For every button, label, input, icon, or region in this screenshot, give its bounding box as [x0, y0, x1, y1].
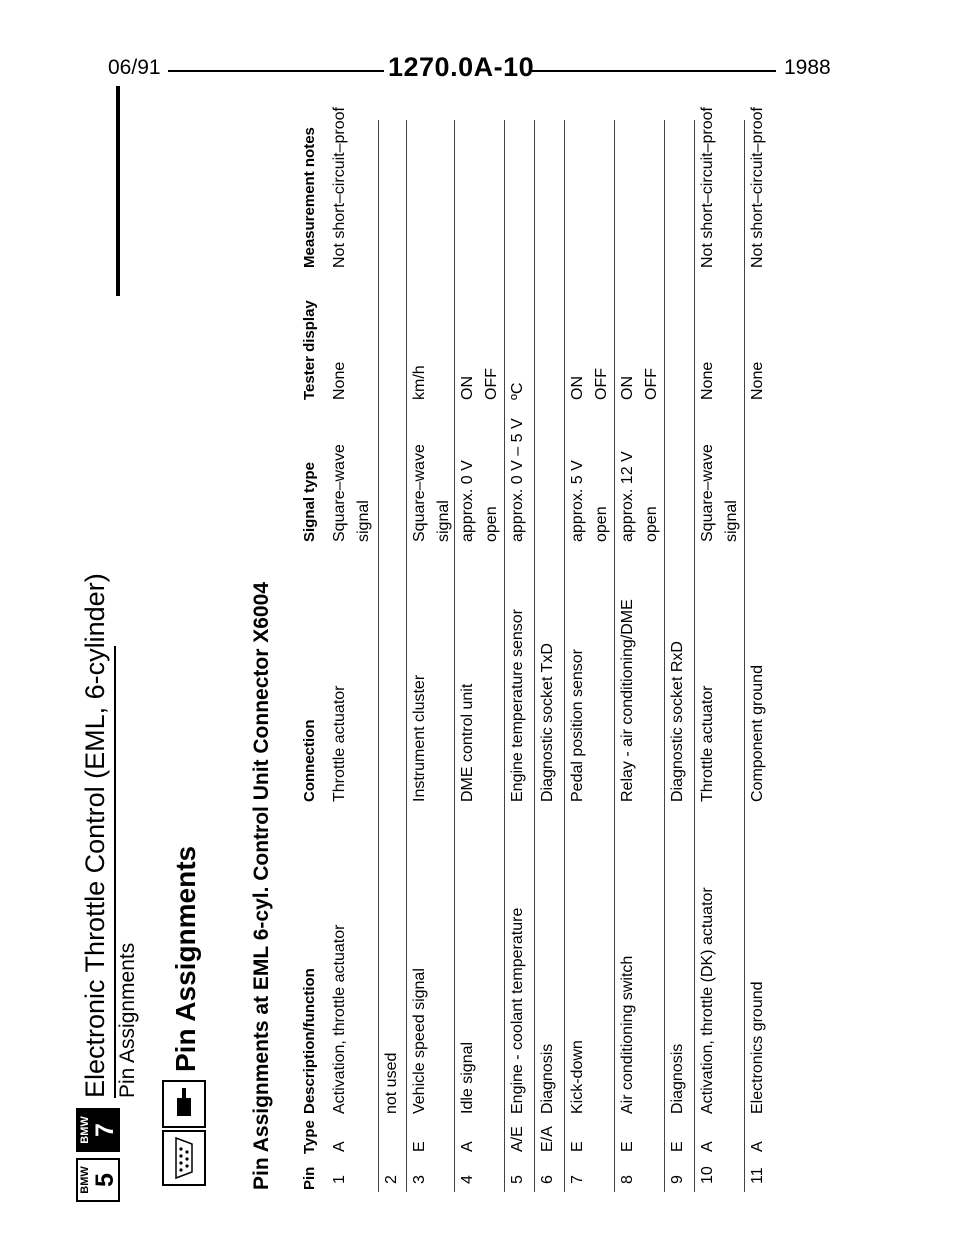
cell-connection: Pedal position sensor [569, 649, 586, 802]
cell-description: Diagnosis [539, 1043, 556, 1114]
cell-signal-type: signal [723, 500, 740, 542]
cell-description: not used [383, 1052, 400, 1114]
cell-signal-type: approx. 12 V [619, 451, 636, 542]
row-separator [664, 120, 665, 1192]
document-title: Electronic Throttle Control (EML, 6-cylinder) [80, 573, 110, 1098]
cell-connection: Engine temperature sensor [509, 609, 526, 802]
cell-signal-type: Square–wave [699, 444, 716, 542]
cell-connection: Diagnostic socket TxD [539, 643, 556, 802]
cell-description: Air conditioning switch [619, 955, 636, 1114]
table-title: Pin Assignments at EML 6-cyl. Control Unit Connector X6004 [250, 582, 273, 1190]
cell-connection: Throttle actuator [331, 685, 348, 802]
cell-connection: Throttle actuator [699, 685, 716, 802]
pin-icon [162, 1080, 206, 1128]
cell-tester-display: ºC [509, 382, 526, 400]
cell-type: A [459, 1141, 476, 1152]
col-header-tester-display: Tester display [301, 300, 318, 400]
header-rule-left [168, 70, 384, 72]
cell-pin: 11 [749, 1167, 766, 1184]
cell-connection: Component ground [749, 665, 766, 802]
cell-tester-display: ON [569, 376, 586, 400]
cell-signal-type: Square–wave [411, 444, 428, 542]
cell-connection: Relay - air conditioning/DME [619, 599, 636, 802]
cell-signal-type: signal [355, 500, 372, 542]
rotated-page-body [72, 107, 766, 1210]
badge-number: 5 [91, 1173, 119, 1187]
row-separator [504, 120, 505, 1192]
cell-tester-display: km/h [411, 365, 428, 400]
cell-tester-display: ON [459, 376, 476, 400]
cell-pin: 6 [539, 1175, 556, 1184]
badge-number: 7 [91, 1123, 119, 1137]
col-header-pin: Pin [301, 1166, 318, 1190]
cell-description: Idle signal [459, 1041, 476, 1114]
cell-signal-type: approx. 0 V [459, 460, 476, 542]
bmw-series-badge-5 [76, 1158, 120, 1202]
cell-signal-type: approx. 5 V [569, 460, 586, 542]
cell-type: E/A [539, 1126, 556, 1152]
header-rule-right [532, 70, 776, 72]
cell-type: E [569, 1141, 586, 1152]
cell-pin: 10 [699, 1166, 716, 1184]
col-header-type: Type [301, 1120, 318, 1154]
cell-type: E [669, 1141, 686, 1152]
cell-signal-type: signal [435, 500, 452, 542]
cell-pin: 2 [383, 1175, 400, 1184]
cell-tester-display: None [331, 361, 348, 400]
cell-signal-type: open [643, 506, 660, 542]
row-separator [744, 120, 745, 1192]
header-date: 06/91 [108, 56, 161, 79]
cell-description: Activation, throttle actuator [331, 924, 348, 1114]
col-header-signal-type: Signal type [301, 461, 318, 542]
header-year: 1988 [784, 56, 831, 79]
cell-pin: 5 [509, 1175, 526, 1184]
col-header-connection: Connection [301, 719, 318, 802]
cell-tester-display: OFF [593, 368, 610, 400]
cell-tester-display: OFF [483, 368, 500, 400]
cell-signal-type: open [593, 506, 610, 542]
cell-pin: 3 [411, 1175, 428, 1184]
cell-signal-type: open [483, 506, 500, 542]
cell-signal-type: approx. 0 V – 5 V [509, 418, 526, 542]
badge-brand: BMW [79, 1116, 91, 1144]
cell-tester-display: None [749, 361, 766, 400]
cell-connection: Instrument cluster [411, 674, 428, 802]
col-header-measurement-notes: Measurement notes [301, 127, 318, 268]
cell-type: E [619, 1141, 636, 1152]
cell-measurement-notes: Not short–circuit–proof [749, 107, 766, 268]
row-separator [454, 120, 455, 1192]
cell-pin: 8 [619, 1175, 636, 1184]
cell-description: Vehicle speed signal [411, 968, 428, 1114]
cell-type: A [749, 1141, 766, 1152]
row-separator [534, 120, 535, 1192]
cell-description: Engine - coolant temperature [509, 907, 526, 1114]
section-heading: Pin Assignments [170, 845, 201, 1072]
cell-description: Electronics ground [749, 981, 766, 1114]
cell-type: E [411, 1141, 428, 1152]
cell-connection: DME control unit [459, 683, 476, 802]
bmw-series-badge-7 [76, 1108, 120, 1152]
badge-brand: BMW [79, 1166, 91, 1194]
cell-description: Diagnosis [669, 1043, 686, 1114]
cell-tester-display: None [699, 361, 716, 400]
row-separator [378, 120, 379, 1192]
cell-connection: Diagnostic socket RxD [669, 641, 686, 802]
connector-icon [162, 1130, 206, 1186]
col-header-description: Description/function [301, 968, 318, 1114]
cell-measurement-notes: Not short–circuit–proof [331, 107, 348, 268]
row-separator [614, 120, 615, 1192]
cell-pin: 7 [569, 1175, 586, 1184]
cell-type: A [699, 1141, 716, 1152]
cell-description: Activation, throttle (DK) actuator [699, 887, 716, 1114]
cell-pin: 1 [331, 1175, 348, 1184]
cell-signal-type: Square–wave [331, 444, 348, 542]
row-separator [564, 120, 565, 1192]
cell-type: A/E [509, 1126, 526, 1152]
cell-tester-display: ON [619, 376, 636, 400]
row-separator [694, 120, 695, 1192]
row-separator [406, 120, 407, 1192]
cell-pin: 9 [669, 1175, 686, 1184]
cell-type: A [331, 1141, 348, 1152]
cell-measurement-notes: Not short–circuit–proof [699, 107, 716, 268]
header-document-code: 1270.0A-10 [388, 52, 535, 82]
cell-pin: 4 [459, 1175, 476, 1184]
cell-description: Kick-down [569, 1040, 586, 1114]
cell-tester-display: OFF [643, 368, 660, 400]
document-subtitle: Pin Assignments [116, 942, 139, 1098]
